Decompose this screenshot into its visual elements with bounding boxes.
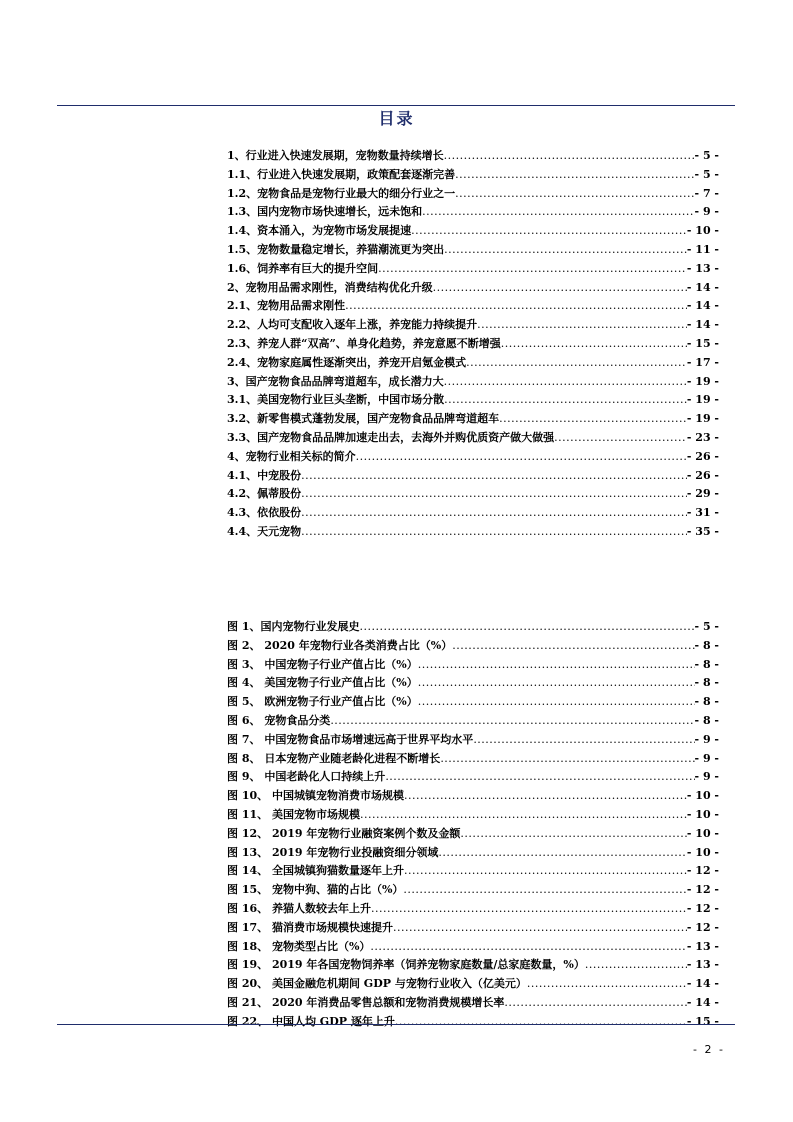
figure-entry-page: - 9 - bbox=[694, 770, 719, 784]
dot-leader bbox=[301, 504, 687, 523]
dot-leader bbox=[371, 900, 687, 919]
dot-leader bbox=[301, 485, 687, 504]
toc-entry[interactable] bbox=[227, 504, 719, 523]
dot-leader bbox=[404, 787, 687, 806]
figure-entry-page: - 8 - bbox=[694, 638, 719, 652]
dot-leader bbox=[440, 750, 694, 769]
toc-entry-label: 4.4、天元宠物 bbox=[227, 524, 302, 538]
toc-entry[interactable] bbox=[227, 185, 719, 204]
toc-entry-label: 1.6、饲养率有巨大的提升空间 bbox=[227, 261, 379, 275]
figure-entry[interactable] bbox=[227, 618, 719, 637]
toc-entry-label: 2.3、养宠人群“双高”、单身化趋势，养宠意愿不断增强 bbox=[227, 336, 501, 350]
toc-entry-label: 3.3、国产宠物食品品牌加速走出去，去海外并购优质资产做大做强 bbox=[227, 430, 555, 444]
toc-entry[interactable] bbox=[227, 373, 719, 392]
figure-entry[interactable] bbox=[227, 938, 719, 957]
toc-entry[interactable] bbox=[227, 410, 719, 429]
dot-leader bbox=[301, 467, 687, 486]
toc-entry-page: - 11 - bbox=[686, 242, 719, 256]
dot-leader bbox=[418, 693, 695, 712]
figure-entry-page: - 10 - bbox=[686, 845, 719, 859]
toc-entry-page: - 29 - bbox=[686, 487, 719, 501]
figure-entry[interactable] bbox=[227, 844, 719, 863]
page-number: - 2 - bbox=[693, 1043, 725, 1056]
figure-entry[interactable] bbox=[227, 900, 719, 919]
toc-entry[interactable] bbox=[227, 448, 719, 467]
toc-entry-page: - 5 - bbox=[694, 149, 719, 162]
toc-entry[interactable] bbox=[227, 241, 719, 260]
figure-entry[interactable] bbox=[227, 693, 719, 712]
toc-entry-label: 3.1、美国宠物行业巨头垄断，中国市场分散 bbox=[227, 393, 445, 407]
figure-entry[interactable] bbox=[227, 975, 719, 994]
dot-leader bbox=[433, 279, 687, 298]
figure-entry-label: 图 14、 全国城镇狗猫数量逐年上升 bbox=[227, 864, 404, 878]
toc-entry[interactable] bbox=[227, 260, 719, 279]
toc-entry[interactable] bbox=[227, 391, 719, 410]
figure-entry-page: - 10 - bbox=[686, 826, 719, 840]
toc-entry-page: - 17 - bbox=[686, 355, 719, 369]
figure-entry-page: - 12 - bbox=[686, 883, 719, 897]
figure-entry[interactable] bbox=[227, 731, 719, 750]
toc-entry-page: - 15 - bbox=[686, 336, 719, 350]
figure-entry-label: 图 7、 中国宠物食品市场增速远高于世界平均水平 bbox=[227, 732, 474, 746]
dot-leader bbox=[403, 881, 686, 900]
figure-entry-label: 图 22、 中国人均 GDP 逐年上升 bbox=[227, 1014, 395, 1028]
dot-leader bbox=[360, 806, 687, 825]
dot-leader bbox=[404, 862, 687, 881]
toc-entry[interactable] bbox=[227, 429, 719, 448]
dot-leader bbox=[393, 919, 687, 938]
toc-entry-page: - 26 - bbox=[686, 468, 719, 482]
toc-entry-label: 2.1、宠物用品需求刚性 bbox=[227, 299, 346, 313]
dot-leader bbox=[345, 297, 687, 316]
figure-entry[interactable] bbox=[227, 768, 719, 787]
dot-leader bbox=[438, 844, 686, 863]
figure-list bbox=[227, 618, 719, 1032]
figure-entry-page: - 8 - bbox=[694, 713, 719, 727]
figure-entry-page: - 15 - bbox=[686, 1014, 719, 1028]
figure-entry-label: 图 20、 美国金融危机期间 GDP 与宠物行业收入（亿美元） bbox=[227, 977, 527, 991]
dot-leader bbox=[418, 656, 695, 675]
toc-entry[interactable] bbox=[227, 467, 719, 486]
figure-entry-label: 图 16、 养猫人数较去年上升 bbox=[227, 901, 371, 915]
figure-entry-page: - 12 - bbox=[686, 901, 719, 915]
figure-entry[interactable] bbox=[227, 956, 719, 975]
dot-leader bbox=[418, 674, 695, 693]
toc-entry-page: - 13 - bbox=[686, 261, 719, 275]
toc-entry-page: - 31 - bbox=[686, 506, 719, 520]
dot-leader bbox=[422, 203, 694, 222]
toc-entry[interactable] bbox=[227, 354, 719, 373]
figure-entry[interactable] bbox=[227, 787, 719, 806]
figure-entry-page: - 9 - bbox=[694, 751, 719, 765]
figure-entry[interactable] bbox=[227, 637, 719, 656]
dot-leader bbox=[527, 975, 687, 994]
figure-entry-page: - 8 - bbox=[694, 695, 719, 709]
figure-entry-page: - 8 - bbox=[694, 676, 719, 690]
toc-entry[interactable] bbox=[227, 166, 719, 185]
dot-leader bbox=[359, 618, 694, 637]
toc-entry[interactable] bbox=[227, 523, 719, 542]
figure-entry-label: 图 2、 2020 年宠物行业各类消费占比（%） bbox=[227, 638, 453, 652]
toc-entry-page: - 26 - bbox=[686, 449, 719, 463]
figure-entry-page: - 12 - bbox=[686, 864, 719, 878]
toc-entry-label: 1.3、国内宠物市场快速增长，远未饱和 bbox=[227, 205, 423, 219]
toc-entry-label: 1.5、宠物数量稳定增长，养猫潮流更为突出 bbox=[227, 242, 445, 256]
page-title: 目录 bbox=[378, 109, 415, 128]
figure-entry[interactable] bbox=[227, 825, 719, 844]
toc-entry[interactable] bbox=[227, 316, 719, 335]
toc-entry[interactable] bbox=[227, 485, 719, 504]
toc-entry-page: - 19 - bbox=[686, 393, 719, 407]
dot-leader bbox=[378, 260, 687, 279]
figure-entry-page: - 14 - bbox=[686, 977, 719, 991]
dot-leader bbox=[455, 166, 694, 185]
figure-entry-label: 图 8、 日本宠物产业随老龄化进程不断增长 bbox=[227, 751, 441, 765]
dot-leader bbox=[330, 712, 694, 731]
figure-entry-page: - 10 - bbox=[686, 807, 719, 821]
toc-entry-label: 4.3、依依股份 bbox=[227, 506, 302, 520]
figure-entry-label: 图 17、 猫消费市场规模快速提升 bbox=[227, 920, 393, 934]
footer-rule bbox=[57, 1024, 735, 1025]
toc-entry[interactable] bbox=[227, 297, 719, 316]
toc-entry-page: - 9 - bbox=[694, 205, 719, 219]
toc-entry-label: 4.2、佩蒂股份 bbox=[227, 487, 302, 501]
figure-entry-page: - 12 - bbox=[686, 920, 719, 934]
figure-entry-page: - 8 - bbox=[694, 657, 719, 671]
toc-entry-label: 1.4、资本涌入，为宠物市场发展提速 bbox=[227, 224, 412, 238]
dot-leader bbox=[452, 637, 694, 656]
toc-entry[interactable] bbox=[227, 279, 719, 298]
toc-entry-page: - 35 - bbox=[686, 524, 719, 538]
toc-entry-page: - 14 - bbox=[686, 299, 719, 313]
figure-entry-page: - 5 - bbox=[694, 620, 719, 633]
figure-entry[interactable] bbox=[227, 994, 719, 1013]
toc-entry-label: 4、宠物行业相关标的简介 bbox=[227, 449, 356, 463]
toc-entry-page: - 10 - bbox=[686, 224, 719, 238]
figure-entry-label: 图 13、 2019 年宠物行业投融资细分领域 bbox=[227, 845, 439, 859]
figure-entry-page: - 10 - bbox=[686, 789, 719, 803]
toc-entry-label: 2、宠物用品需求刚性，消费结构优化升级 bbox=[227, 280, 433, 294]
dot-leader bbox=[466, 354, 687, 373]
dot-leader bbox=[473, 731, 694, 750]
toc-entry-label: 2.4、宠物家庭属性逐渐突出，养宠开启氪金模式 bbox=[227, 355, 467, 369]
dot-leader bbox=[411, 222, 687, 241]
figure-entry-label: 图 12、 2019 年宠物行业融资案例个数及金额 bbox=[227, 826, 461, 840]
toc-entry-label: 1、行业进入快速发展期，宠物数量持续增长 bbox=[227, 149, 444, 162]
toc-entry[interactable] bbox=[227, 222, 719, 241]
dot-leader bbox=[460, 825, 686, 844]
toc-entry-label: 3、国产宠物食品品牌弯道超车，成长潜力大 bbox=[227, 374, 444, 388]
figure-entry-label: 图 1、国内宠物行业发展史 bbox=[227, 620, 360, 633]
figure-entry-label: 图 5、 欧洲宠物子行业产值占比（%） bbox=[227, 695, 418, 709]
figure-entry-page: - 13 - bbox=[686, 939, 719, 953]
figure-entry[interactable] bbox=[227, 919, 719, 938]
figure-entry[interactable] bbox=[227, 712, 719, 731]
toc-entry-label: 3.2、新零售模式蓬勃发展，国产宠物食品品牌弯道超车 bbox=[227, 412, 500, 426]
figure-entry[interactable] bbox=[227, 881, 719, 900]
figure-entry-label: 图 18、 宠物类型占比（%） bbox=[227, 939, 371, 953]
dot-leader bbox=[554, 429, 687, 448]
toc-entry[interactable] bbox=[227, 203, 719, 222]
figure-entry[interactable] bbox=[227, 656, 719, 675]
dot-leader bbox=[356, 448, 687, 467]
toc-entry-label: 1.1、行业进入快速发展期，政策配套逐渐完善 bbox=[227, 167, 456, 181]
figure-entry[interactable] bbox=[227, 1013, 719, 1032]
toc-entry[interactable] bbox=[227, 147, 719, 166]
toc-entry-page: - 19 - bbox=[686, 374, 719, 388]
figure-entry[interactable] bbox=[227, 806, 719, 825]
toc-entry-page: - 7 - bbox=[694, 186, 719, 200]
dot-leader bbox=[395, 1013, 687, 1032]
figure-entry-label: 图 19、 2019 年各国宠物饲养率（饲养宠物家庭数量/总家庭数量，%） bbox=[227, 958, 585, 972]
dot-leader bbox=[499, 410, 687, 429]
toc-entry-label: 4.1、中宠股份 bbox=[227, 468, 302, 482]
dot-leader bbox=[455, 185, 694, 204]
figure-entry[interactable] bbox=[227, 862, 719, 881]
figure-entry-page: - 13 - bbox=[686, 958, 719, 972]
toc-entry-page: - 5 - bbox=[694, 167, 719, 181]
figure-entry-label: 图 10、 中国城镇宠物消费市场规模 bbox=[227, 789, 404, 803]
figure-entry-label: 图 3、 中国宠物子行业产值占比（%） bbox=[227, 657, 418, 671]
toc-entry-label: 1.2、宠物食品是宠物行业最大的细分行业之一 bbox=[227, 186, 456, 200]
toc-entry-page: - 23 - bbox=[686, 430, 719, 444]
toc-entry-page: - 14 - bbox=[686, 280, 719, 294]
figure-entry-label: 图 6、 宠物食品分类 bbox=[227, 713, 331, 727]
dot-leader bbox=[585, 956, 687, 975]
toc-entry-label: 2.2、人均可支配收入逐年上涨，养宠能力持续提升 bbox=[227, 318, 478, 332]
figure-entry-label: 图 9、 中国老龄化人口持续上升 bbox=[227, 770, 386, 784]
figure-entry-label: 图 21、 2020 年消费品零售总额和宠物消费规模增长率 bbox=[227, 995, 505, 1009]
table-of-contents bbox=[227, 147, 719, 542]
toc-entry-page: - 14 - bbox=[686, 318, 719, 332]
dot-leader bbox=[385, 768, 694, 787]
figure-entry[interactable] bbox=[227, 674, 719, 693]
dot-leader bbox=[501, 335, 687, 354]
dot-leader bbox=[301, 523, 687, 542]
toc-entry-page: - 19 - bbox=[686, 412, 719, 426]
figure-entry-label: 图 15、 宠物中狗、猫的占比（%） bbox=[227, 883, 404, 897]
dot-leader bbox=[370, 938, 686, 957]
dot-leader bbox=[444, 241, 687, 260]
dot-leader bbox=[444, 391, 687, 410]
figure-entry-label: 图 11、 美国宠物市场规模 bbox=[227, 807, 360, 821]
dot-leader bbox=[477, 316, 687, 335]
figure-entry-page: - 9 - bbox=[694, 732, 719, 746]
figure-entry[interactable] bbox=[227, 750, 719, 769]
dot-leader bbox=[504, 994, 686, 1013]
dot-leader bbox=[444, 147, 695, 166]
figure-entry-page: - 14 - bbox=[686, 995, 719, 1009]
dot-leader bbox=[444, 373, 687, 392]
toc-entry[interactable] bbox=[227, 335, 719, 354]
figure-entry-label: 图 4、 美国宠物子行业产值占比（%） bbox=[227, 676, 418, 690]
